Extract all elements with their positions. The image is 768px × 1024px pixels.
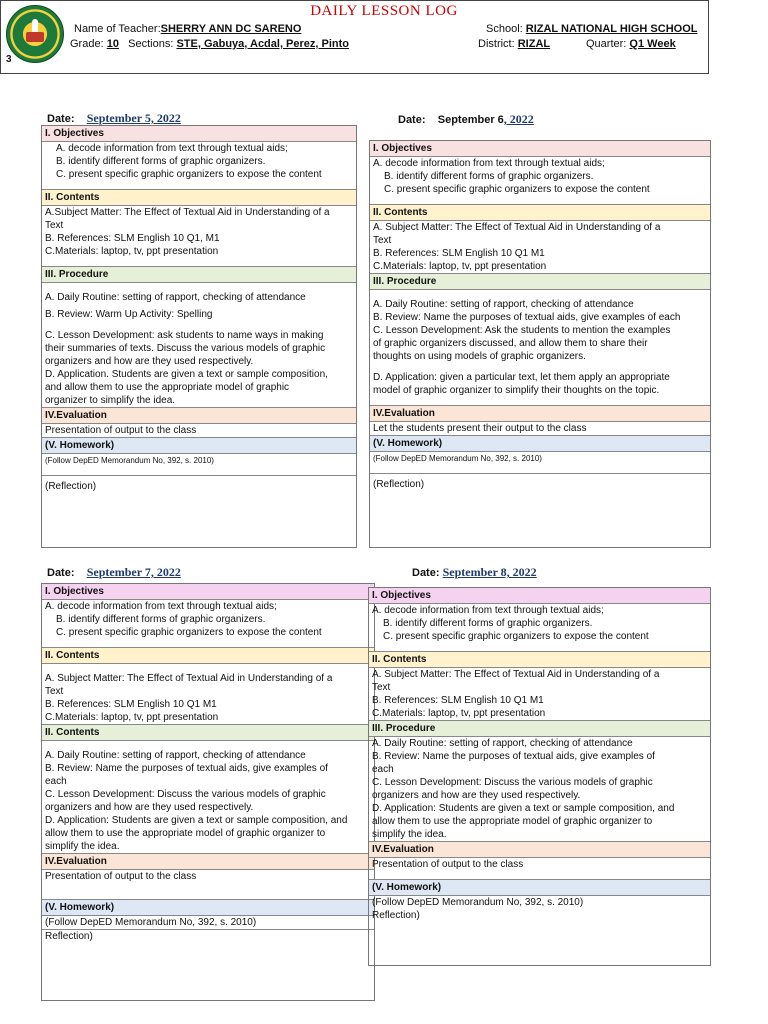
homework-header: (V. Homework) bbox=[42, 437, 356, 454]
procedure-line: A. Daily Routine: setting of rapport, checking of attendance bbox=[45, 292, 306, 303]
procedure-line: organizers and how are they used respectively. bbox=[45, 356, 254, 367]
contents-line: B. References: SLM English 10 Q1 M1 bbox=[373, 248, 545, 259]
objective-item: A. decode information from text through textual aids; bbox=[56, 143, 288, 154]
contents-line: Text bbox=[372, 682, 391, 693]
date-line-3 bbox=[47, 565, 181, 580]
homework-text: (Follow DepED Memorandum No, 392, s. 2010) bbox=[372, 897, 584, 908]
contents-line: Text bbox=[45, 686, 64, 697]
teacher-label: Name of Teacher: bbox=[74, 23, 161, 35]
lesson-log-panel-sep5 bbox=[41, 125, 357, 548]
procedure-line: B. Review: Name the purposes of textual aids, give examples of bbox=[372, 751, 655, 762]
contents-line: C.Materials: laptop, tv, ppt presentation bbox=[373, 261, 547, 272]
procedure-line: of graphic organizers discussed, and allow them to share their bbox=[373, 338, 648, 349]
school-name: RIZAL NATIONAL HIGH SCHOOL bbox=[525, 23, 698, 35]
contents-line: A. Subject Matter: The Effect of Textual Aid in Understanding of a bbox=[45, 673, 333, 684]
procedure-line: A. Daily Routine: setting of rapport, checking of attendance bbox=[373, 299, 634, 310]
objectives-header: I. Objectives bbox=[42, 584, 374, 600]
contents-line: B. References: SLM English 10 Q1 M1 bbox=[45, 699, 217, 710]
contents-line: A. Subject Matter: The Effect of Textual Aid in Understanding of a bbox=[373, 222, 661, 233]
objective-item: A. decode information from text through textual aids; bbox=[45, 601, 277, 612]
date-line-1 bbox=[47, 111, 181, 126]
procedure-header: III. Procedure bbox=[369, 720, 710, 737]
evaluation-header: IV.Evaluation bbox=[42, 853, 374, 870]
objectives-header: I. Objectives bbox=[369, 588, 710, 604]
procedure-line: model of graphic organizer to simplify their thoughts on the topic. bbox=[373, 385, 660, 396]
contents-header: II. Contents bbox=[370, 204, 710, 221]
evaluation-text: Presentation of output to the class bbox=[372, 859, 524, 870]
procedure-line: simplify the idea. bbox=[45, 841, 120, 852]
objectives-header: I. Objectives bbox=[42, 126, 356, 142]
district-label: District: bbox=[478, 38, 515, 50]
quarter-week-number: 3 bbox=[6, 54, 12, 65]
reflection-text: (Reflection) bbox=[45, 481, 97, 492]
procedure-line: C. Lesson Development: Discuss the various models of graphic bbox=[372, 777, 653, 788]
procedure-line: allow them to use the appropriate model of graphic organizer to bbox=[372, 816, 653, 827]
school-label: School: bbox=[486, 23, 523, 35]
contents-line: B. References: SLM English 10 Q1 M1 bbox=[372, 695, 544, 706]
procedure-line: organizer to simplify the idea. bbox=[45, 395, 176, 406]
objectives-header: I. Objectives bbox=[370, 141, 710, 157]
objective-item: B. identify different forms of graphic organizers. bbox=[383, 618, 593, 629]
procedure-line: A. Daily Routine: setting of rapport, checking of attendance bbox=[45, 750, 306, 761]
school-line bbox=[486, 23, 698, 35]
quarter-value: Q1 Week bbox=[629, 38, 676, 50]
contents-line: Text bbox=[45, 220, 64, 231]
objective-item: A. decode information from text through textual aids; bbox=[372, 605, 604, 616]
procedure-line: B. Review: Name the purposes of textual aids, give examples of bbox=[45, 763, 328, 774]
contents-line: Text bbox=[373, 235, 392, 246]
contents-line: A. Subject Matter: The Effect of Textual Aid in Understanding of a bbox=[372, 669, 660, 680]
procedure-line: C. Lesson Development: Discuss the various models of graphic bbox=[45, 789, 326, 800]
objective-item: B. identify different forms of graphic organizers. bbox=[56, 156, 266, 167]
objective-item: C. present specific graphic organizers to expose the content bbox=[56, 627, 322, 638]
lesson-log-panel-sep8 bbox=[368, 587, 711, 966]
contents-line: C.Materials: laptop, tv, ppt presentation bbox=[45, 712, 219, 723]
date-line-2 bbox=[398, 112, 534, 127]
procedure-line: D. Application. Students are given a text or sample composition, bbox=[45, 369, 328, 380]
homework-header: (V. Homework) bbox=[369, 879, 710, 896]
district-line bbox=[478, 38, 550, 50]
teacher-name: SHERRY ANN DC SARENO bbox=[160, 23, 302, 35]
homework-text: (Follow DepED Memorandum No, 392, s. 2010) bbox=[45, 917, 257, 928]
lesson-log-panel-sep7 bbox=[41, 583, 375, 1001]
procedure-line: allow them to use the appropriate model of graphic organizer to bbox=[45, 828, 326, 839]
procedure-line: C. Lesson Development: ask students to name ways in making bbox=[45, 330, 324, 341]
procedure-line: their summaries of texts. Discuss the various models of graphic bbox=[45, 343, 326, 354]
procedure-line: simplify the idea. bbox=[372, 829, 447, 840]
procedure-header: III. Procedure bbox=[42, 266, 356, 283]
date-label: Date: bbox=[412, 567, 440, 579]
contents-line: C.Materials: laptop, tv, ppt presentation bbox=[45, 246, 219, 257]
procedure-line: D. Application: Students are given a text or sample composition, and bbox=[372, 803, 675, 814]
date-value: September 5, 2022 bbox=[86, 111, 181, 125]
procedure-line: thoughts on using models of graphic organizers. bbox=[373, 351, 586, 362]
grade-label: Grade: bbox=[70, 38, 104, 50]
reflection-text: Reflection) bbox=[45, 931, 93, 942]
procedure-line: organizers and how are they used respectively. bbox=[372, 790, 581, 801]
procedure-line: each bbox=[45, 776, 67, 787]
date-value: September 8, 2022 bbox=[442, 565, 537, 579]
procedure-line: and allow them to use the appropriate model of graphic bbox=[45, 382, 290, 393]
evaluation-header: IV.Evaluation bbox=[369, 841, 710, 858]
homework-header: (V. Homework) bbox=[370, 435, 710, 452]
teacher-line bbox=[74, 23, 301, 35]
evaluation-text: Presentation of output to the class bbox=[45, 425, 197, 436]
date-line-4 bbox=[412, 565, 537, 580]
objective-item: B. identify different forms of graphic organizers. bbox=[384, 171, 594, 182]
homework-text: (Follow DepED Memorandum No, 392, s. 2010) bbox=[373, 454, 542, 463]
evaluation-header: IV.Evaluation bbox=[370, 405, 710, 422]
contents-line: C.Materials: laptop, tv, ppt presentation bbox=[372, 708, 546, 719]
objective-item: B. identify different forms of graphic organizers. bbox=[56, 614, 266, 625]
evaluation-text: Let the students present their output to the class bbox=[373, 423, 587, 434]
evaluation-header: IV.Evaluation bbox=[42, 407, 356, 424]
date-label: Date: bbox=[398, 114, 426, 126]
objective-item: C. present specific graphic organizers to expose the content bbox=[384, 184, 650, 195]
procedure-line: B. Review: Name the purposes of textual aids, give examples of each bbox=[373, 312, 681, 323]
procedure-line: B. Review: Warm Up Activity: Spelling bbox=[45, 309, 213, 320]
procedure-header: III. Procedure bbox=[370, 273, 710, 290]
procedure-line: A. Daily Routine: setting of rapport, checking of attendance bbox=[372, 738, 633, 749]
quarter-label: Quarter: bbox=[586, 38, 627, 50]
reflection-text: Reflection) bbox=[372, 910, 420, 921]
procedure-line: D. Application: Students are given a text or sample composition, and bbox=[45, 815, 348, 826]
date-value-main: September 6 bbox=[437, 114, 504, 126]
date-value-year: , 2022 bbox=[503, 112, 534, 126]
objective-item: C. present specific graphic organizers to expose the content bbox=[56, 169, 322, 180]
contents-line: A.Subject Matter: The Effect of Textual Aid in Understanding of a bbox=[45, 207, 330, 218]
header-box bbox=[0, 0, 709, 74]
procedure-line: C. Lesson Development: Ask the students to mention the examples bbox=[373, 325, 671, 336]
objective-item: A. decode information from text through textual aids; bbox=[373, 158, 605, 169]
page-title: DAILY LESSON LOG bbox=[310, 3, 458, 19]
evaluation-text: Presentation of output to the class bbox=[45, 871, 197, 882]
procedure-line: each bbox=[372, 764, 394, 775]
lesson-log-panel-sep6 bbox=[369, 140, 711, 548]
homework-header: (V. Homework) bbox=[42, 899, 374, 916]
procedure-line: organizers and how are they used respectively. bbox=[45, 802, 254, 813]
procedure-header: II. Contents bbox=[42, 724, 374, 741]
date-label: Date: bbox=[47, 567, 75, 579]
homework-text: (Follow DepED Memorandum No, 392, s. 2010) bbox=[45, 456, 214, 465]
sections-value: STE, Gabuya, Acdal, Perez, Pinto bbox=[176, 38, 350, 50]
quarter-line bbox=[586, 38, 676, 50]
contents-header: II. Contents bbox=[369, 651, 710, 668]
reflection-text: (Reflection) bbox=[373, 479, 425, 490]
procedure-line: D. Application: given a particular text, let them apply an appropriate bbox=[373, 372, 670, 383]
date-label: Date: bbox=[47, 113, 75, 125]
grade-value: 10 bbox=[106, 38, 119, 50]
grade-line bbox=[70, 38, 349, 50]
objective-item: C. present specific graphic organizers to expose the content bbox=[383, 631, 649, 642]
district-value: RIZAL bbox=[517, 38, 551, 50]
sections-label: Sections: bbox=[128, 38, 174, 50]
date-value: September 7, 2022 bbox=[86, 565, 181, 579]
contents-line: B. References: SLM English 10 Q1, M1 bbox=[45, 233, 220, 244]
contents-header: II. Contents bbox=[42, 189, 356, 206]
contents-header: II. Contents bbox=[42, 647, 374, 664]
